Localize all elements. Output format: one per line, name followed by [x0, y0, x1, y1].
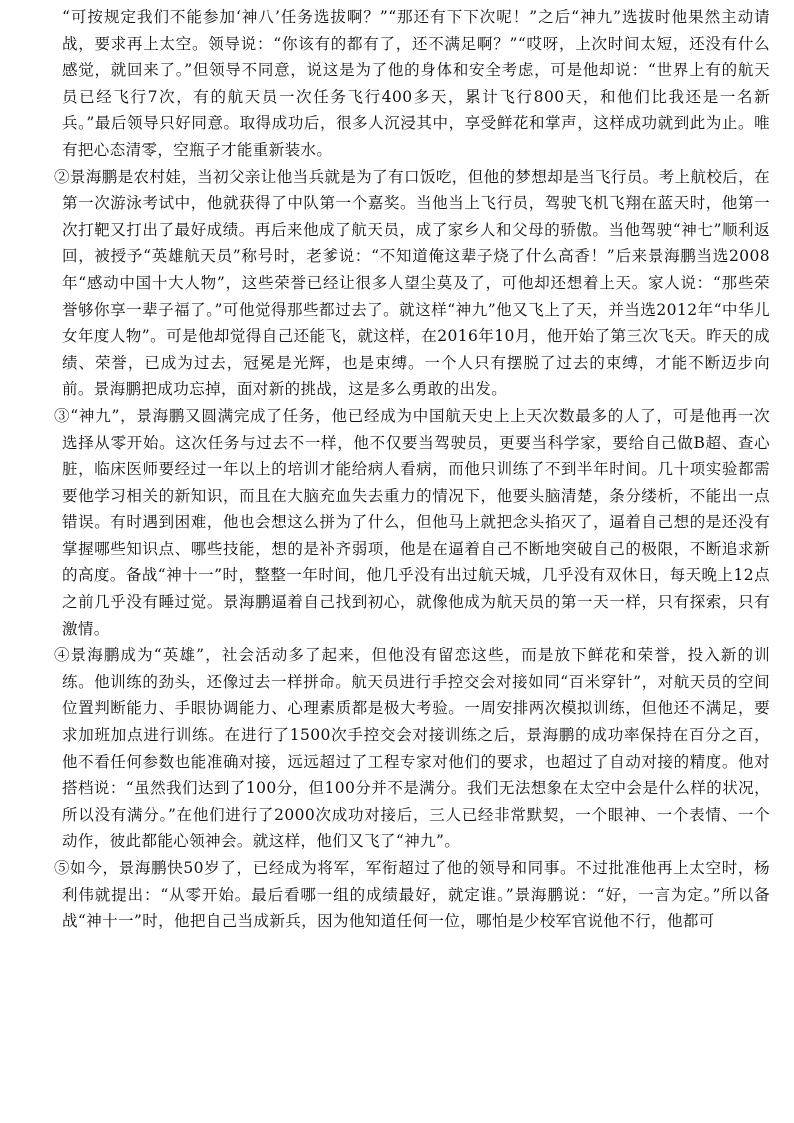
document-page: [54, 4, 770, 935]
paragraph-3: ③“神九”，景海鹏又圆满完成了任务，他已经成为中国航天史上上天次数最多的人了，可是他再一次选择从零开始。这次任务与过去不一样，他不仅要当驾驶员，更要当科学家，要给自己做B超、查心脏，临床医师要经过一年以上的培训才能给病人看病，而他只训练了不到半年时间。几十项实验都需要他学习相关的新知识，而且在大脑充血失去重力的情况下，他要头脑清楚，条分缕析，不能出一点错误。有时遇到困难，他也会想这么拼为了什么，但他马上就把念头掐灭了，逼着自己想的是还没有掌握哪些知识点、哪些技能，想的是补齐弱项，他是在逼着自己不断地突破自己的极限，不断追求新的高度。备战“神十一”时，整整一年时间，他几乎没有出过航天城，几乎没有双休日，每天晚上12点之前几乎没有睡过觉。景海鹏逼着自己找到初心，就像他成为航天员的第一天一样，只有探索，只有激情。: [54, 406, 770, 638]
paragraph-5: ⑤如今，景海鹏快50岁了，已经成为将军，军衔超过了他的领导和同事。不过批准他再上太空时，杨利伟就提出：“从零开始。最后看哪一组的成绩最好，就定谁。”景海鹏说：“好，一言为定。”所以备战“神十一”时，他把自己当成新兵，因为他知道任何一位，哪怕是少校军官说他不行，他都可: [54, 859, 770, 931]
paragraph-2: ②景海鹏是农村娃，当初父亲让他当兵就是为了有口饭吃，但他的梦想却是当飞行员。考上航校后，在第一次游泳考试中，他就获得了中队第一个嘉奖。当他当上飞行员，驾驶飞机飞翔在蓝天时，他第一次打靶又打出了最好成绩。再后来他成了航天员，成了家乡人和父母的骄傲。当他驾驶“神七”顺利返回，被授予“英雄航天员”称号时，老爹说：“不知道俺这辈子烧了什么高香！”后来景海鹏当选2008年“感动中国十大人物”，这些荣誉已经让很多人望尘莫及了，可他却还想着上天。家人说：“那些荣誉够你享一辈子福了。”可他觉得那些都过去了。就这样“神九”他又飞上了天，并当选2012年“中华儿女年度人物”。可是他却觉得自己还能飞，就这样，在2016年10月，他开始了第三次飞天。昨天的成绩、荣誉，已成为过去，冠冕是光辉，也是束缚。一个人只有摆脱了过去的束缚，才能不断迈步向前。景海鹏把成功忘掉，面对新的挑战，这是多么勇敢的出发。: [54, 167, 770, 399]
paragraph-1: “可按规定我们不能参加‘神八’任务选拔啊？”“那还有下下次呢！”之后“神九”选拔时他果然主动请战，要求再上太空。领导说：“你该有的都有了，还不满足啊？”“哎呀，上次时间太短，还没有什么感觉，就回来了。”但领导不同意，说这是为了他的身体和安全考虑，可是他却说：“世界上有的航天员已经飞行7次，有的航天员一次任务飞行400多天，累计飞行800天，和他们比我还是一名新兵。”最后领导只好同意。取得成功后，很多人沉浸其中，享受鲜花和掌声，这样成功就到此为止。唯有把心态清零，空瓶子才能重新装水。: [62, 8, 770, 159]
paragraph-4: ④景海鹏成为“英雄”，社会活动多了起来，但他没有留恋这些，而是放下鲜花和荣誉，投入新的训练。他训练的劲头，还像过去一样拼命。航天员进行手控交会对接如同“百米穿针”，对航天员的空间位置判断能力、手眼协调能力、心理素质都是极大考验。一周安排两次模拟训练，但他还不满足，要求加班加点进行训练。在进行了1500次手控交会对接训练之后，景海鹏的成功率保持在百分之百，他不看任何参数也能准确对接，远远超过了工程专家对他们的要求，也超过了自动对接的精度。他对搭档说：“虽然我们达到了100分，但100分并不是满分。我们无法想象在太空中会是什么样的状况，所以没有满分。”在他们进行了2000次成功对接后，三人已经非常默契，一个眼神、一个表情、一个动作，彼此都能心领神会。就这样，他们又飞了“神九”。: [54, 646, 770, 851]
